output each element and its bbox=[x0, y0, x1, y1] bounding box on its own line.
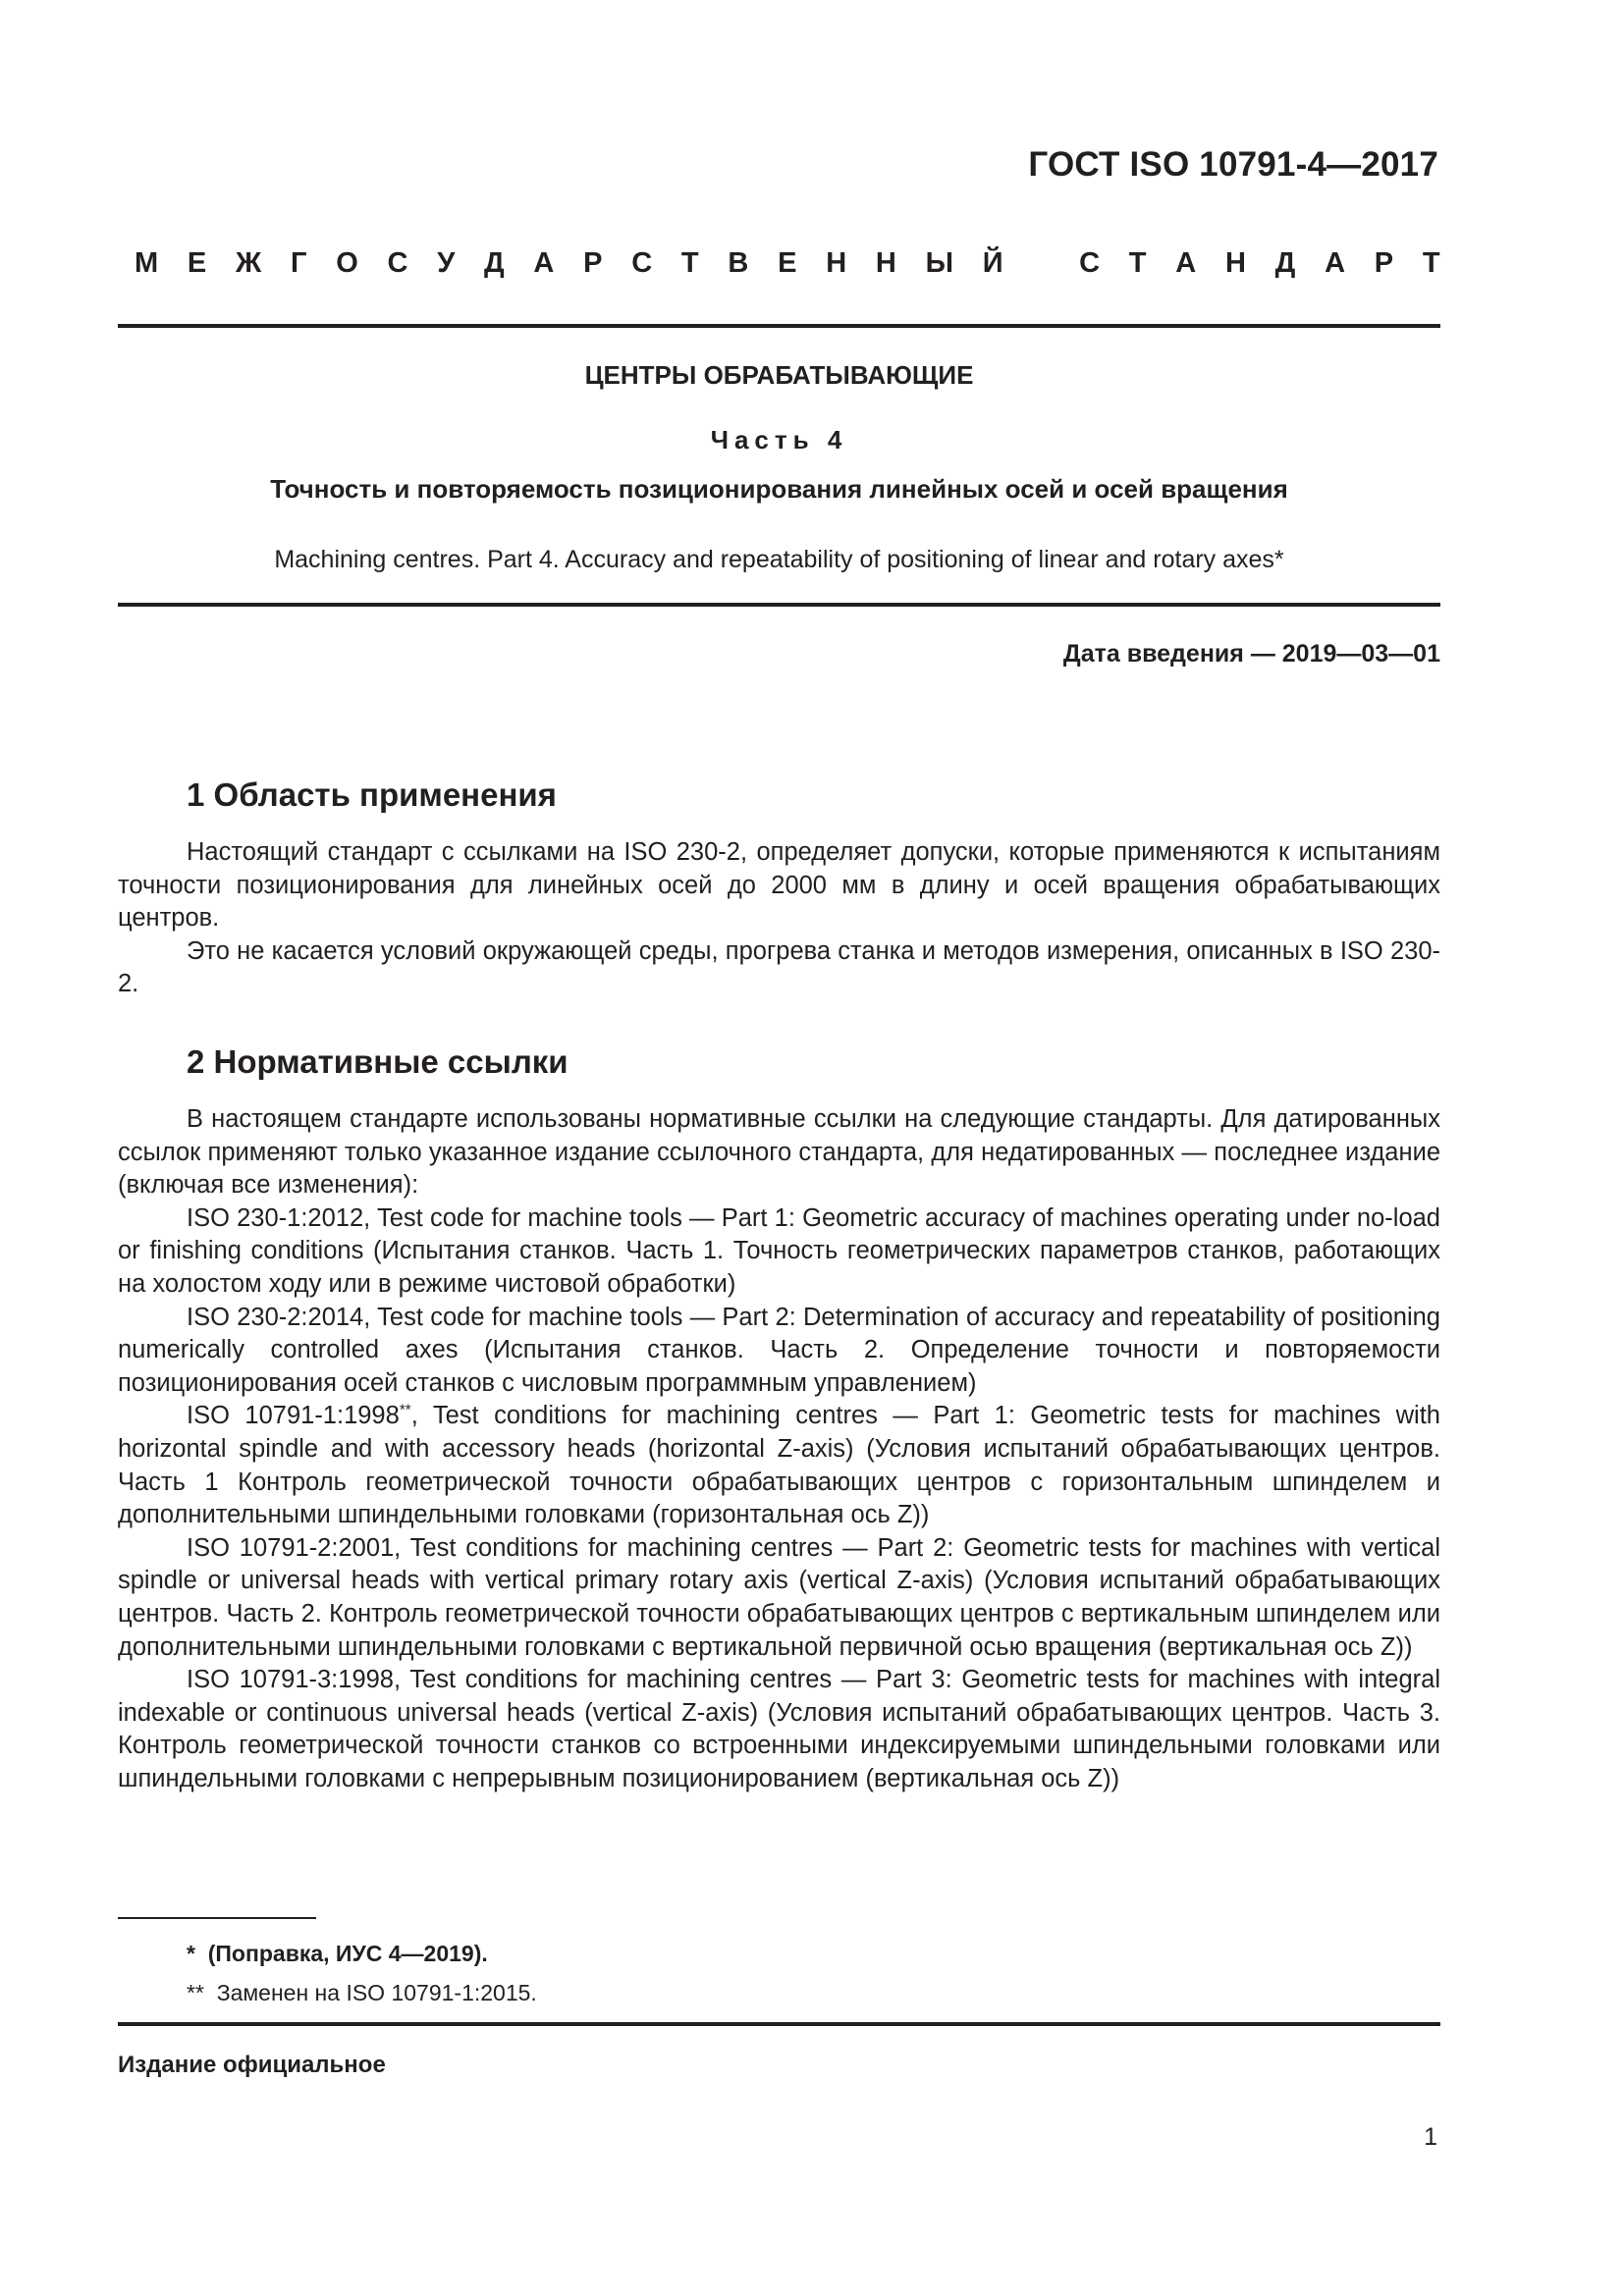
reference-text: Test conditions for machining centres — Part 2: Geometric tests for machines with vertical spindle or universal heads with vertical primary rotary axis (vertical Z-axis) (Условия испытаний обрабатывающих центров. Часть 2. Контроль геометрической точности обрабатывающих центров с вертикальным шпинделем или дополнительными шпиндельными головками с вертикальной первичной осью вращения (вертикальная ось Z)) bbox=[118, 1533, 1440, 1661]
footnote-separator bbox=[118, 1917, 316, 1919]
section-1-paragraph: Настоящий стандарт с ссылками на ISO 230-2, определяет допуски, которые применяются к испытаниям точности позиционирования для линейных осей до 2000 мм в длину и осей вращения обрабатывающих центров. bbox=[118, 838, 1440, 933]
reference-item bbox=[118, 1664, 1440, 1795]
heading-letter bbox=[1032, 247, 1050, 280]
heading-letter: Ж bbox=[236, 247, 262, 279]
page-number: 1 bbox=[1424, 2123, 1437, 2151]
heading-letter: Д bbox=[1274, 247, 1296, 279]
section-2-body bbox=[118, 1103, 1440, 1795]
heading-letter: Т bbox=[1128, 247, 1147, 279]
official-edition-label: Издание официальное bbox=[118, 2052, 386, 2078]
reference-text: Test code for machine tools — Part 1: Geometric accuracy of machines operating under no-load or finishing conditions (Испытания станков. Часть 1. Точность геометрических параметров станков, работающих на холостом ходу или в режиме чистовой обработки) bbox=[118, 1203, 1440, 1298]
section-1-paragraph: Это не касается условий окружающей среды, прогрева станка и методов измерения, описанных в ISO 230-2. bbox=[118, 936, 1440, 998]
heading-letter: У bbox=[437, 247, 456, 279]
title-subtitle: Точность и повторяемость позиционирования линейных осей и осей вращения bbox=[270, 474, 1288, 504]
reference-text: , Test conditions for machining centres — Part 1: Geometric tests for machines with horizontal spindle and with accessory heads (horizontal Z-axis) (Условия испытаний обрабатывающих центров. Часть 1 Контроль геометрической точности обрабатывающих центров с горизонтальным шпинделем и дополнительными шпиндельными головками (горизонтальная ось Z)) bbox=[118, 1402, 1440, 1529]
heading-letter: Е bbox=[187, 247, 207, 279]
reference-code: ISO 230-1:2012, bbox=[187, 1203, 371, 1232]
reference-code: ISO 10791-1:1998 bbox=[187, 1402, 400, 1430]
footnote-2 bbox=[187, 1980, 537, 2006]
title-english: Machining centres. Part 4. Accuracy and repeatability of positioning of linear and rotary axes* bbox=[274, 546, 1284, 573]
heading-letter: В bbox=[728, 247, 749, 279]
title-part: Часть 4 bbox=[710, 425, 848, 454]
reference-text: Test conditions for machining centres — Part 3: Geometric tests for machines with integral indexable or continuous universal heads (vertical Z-axis) (Условия испытаний обрабатывающих центров. Часть 3. Контроль геометрической точности станков со встроенными индексируемыми шпиндельными головками или шпиндельными головками с непрерывным позиционированием (вертикальная ось Z)) bbox=[118, 1666, 1441, 1792]
heading-letter: Т bbox=[680, 247, 699, 279]
section-2-intro: В настоящем стандарте использованы нормативные ссылки на следующие стандарты. Для датированных ссылок применяют только указанное издание ссылочного стандарта, для недатированных — последнее издание (включая все изменения): bbox=[118, 1105, 1440, 1200]
standard-type-heading bbox=[135, 247, 1440, 280]
reference-item bbox=[118, 1202, 1440, 1302]
reference-footnote-mark: ** bbox=[399, 1402, 411, 1419]
heading-letter: С bbox=[631, 247, 653, 279]
title-bottom-rule bbox=[118, 603, 1440, 607]
heading-letter: Р bbox=[1374, 247, 1394, 279]
heading-letter: Г bbox=[290, 247, 307, 279]
heading-letter: Р bbox=[583, 247, 603, 279]
reference-item bbox=[118, 1400, 1440, 1531]
edition-rule bbox=[118, 2022, 1440, 2026]
footnote-text: (Поправка, ИУС 4—2019). bbox=[207, 1941, 488, 1966]
heading-letter: А bbox=[1325, 247, 1346, 279]
title-main: ЦЕНТРЫ ОБРАБАТЫВАЮЩИЕ bbox=[584, 360, 974, 390]
heading-letter: С bbox=[387, 247, 408, 279]
reference-text: Test code for machine tools — Part 2: Determination of accuracy and repeatability of positioning numerically controlled axes (Испытания станков. Часть 2. Определение точности и повторяемости позиционирования осей станков с числовым программным управлением) bbox=[118, 1303, 1440, 1397]
reference-item bbox=[118, 1532, 1440, 1664]
heading-letter: А bbox=[1175, 247, 1197, 279]
reference-code: ISO 230-2:2014, bbox=[187, 1303, 371, 1331]
title-top-rule bbox=[118, 324, 1440, 328]
reference-item bbox=[118, 1302, 1440, 1401]
heading-letter: Н bbox=[875, 247, 896, 279]
gost-number: ГОСТ ISO 10791-4—2017 bbox=[1028, 145, 1438, 184]
footnote-text: Заменен на ISO 10791-1:2015. bbox=[216, 1980, 537, 2005]
introduction-date: Дата введения — 2019—03—01 bbox=[1062, 640, 1440, 667]
footnote-1 bbox=[187, 1941, 488, 1967]
heading-letter: Е bbox=[778, 247, 797, 279]
heading-letter: Т bbox=[1422, 247, 1440, 279]
footnote-mark: ** bbox=[187, 1980, 204, 2005]
heading-letter: С bbox=[1079, 247, 1101, 279]
section-2-heading: 2 Нормативные ссылки bbox=[187, 1043, 568, 1080]
heading-letter: Н bbox=[1224, 247, 1246, 279]
section-1-heading: 1 Область применения bbox=[187, 776, 557, 813]
reference-code: ISO 10791-3:1998, bbox=[187, 1666, 402, 1694]
reference-code: ISO 10791-2:2001, bbox=[187, 1533, 402, 1562]
heading-letter: М bbox=[135, 247, 159, 279]
heading-letter: Ы bbox=[925, 247, 953, 279]
heading-letter: Н bbox=[826, 247, 847, 279]
heading-letter: Й bbox=[982, 247, 1003, 279]
section-1-body bbox=[118, 836, 1440, 1001]
heading-letter: А bbox=[533, 247, 555, 279]
footnote-mark: * bbox=[187, 1941, 195, 1966]
heading-letter: Д bbox=[484, 247, 505, 279]
heading-letter: О bbox=[336, 247, 358, 279]
